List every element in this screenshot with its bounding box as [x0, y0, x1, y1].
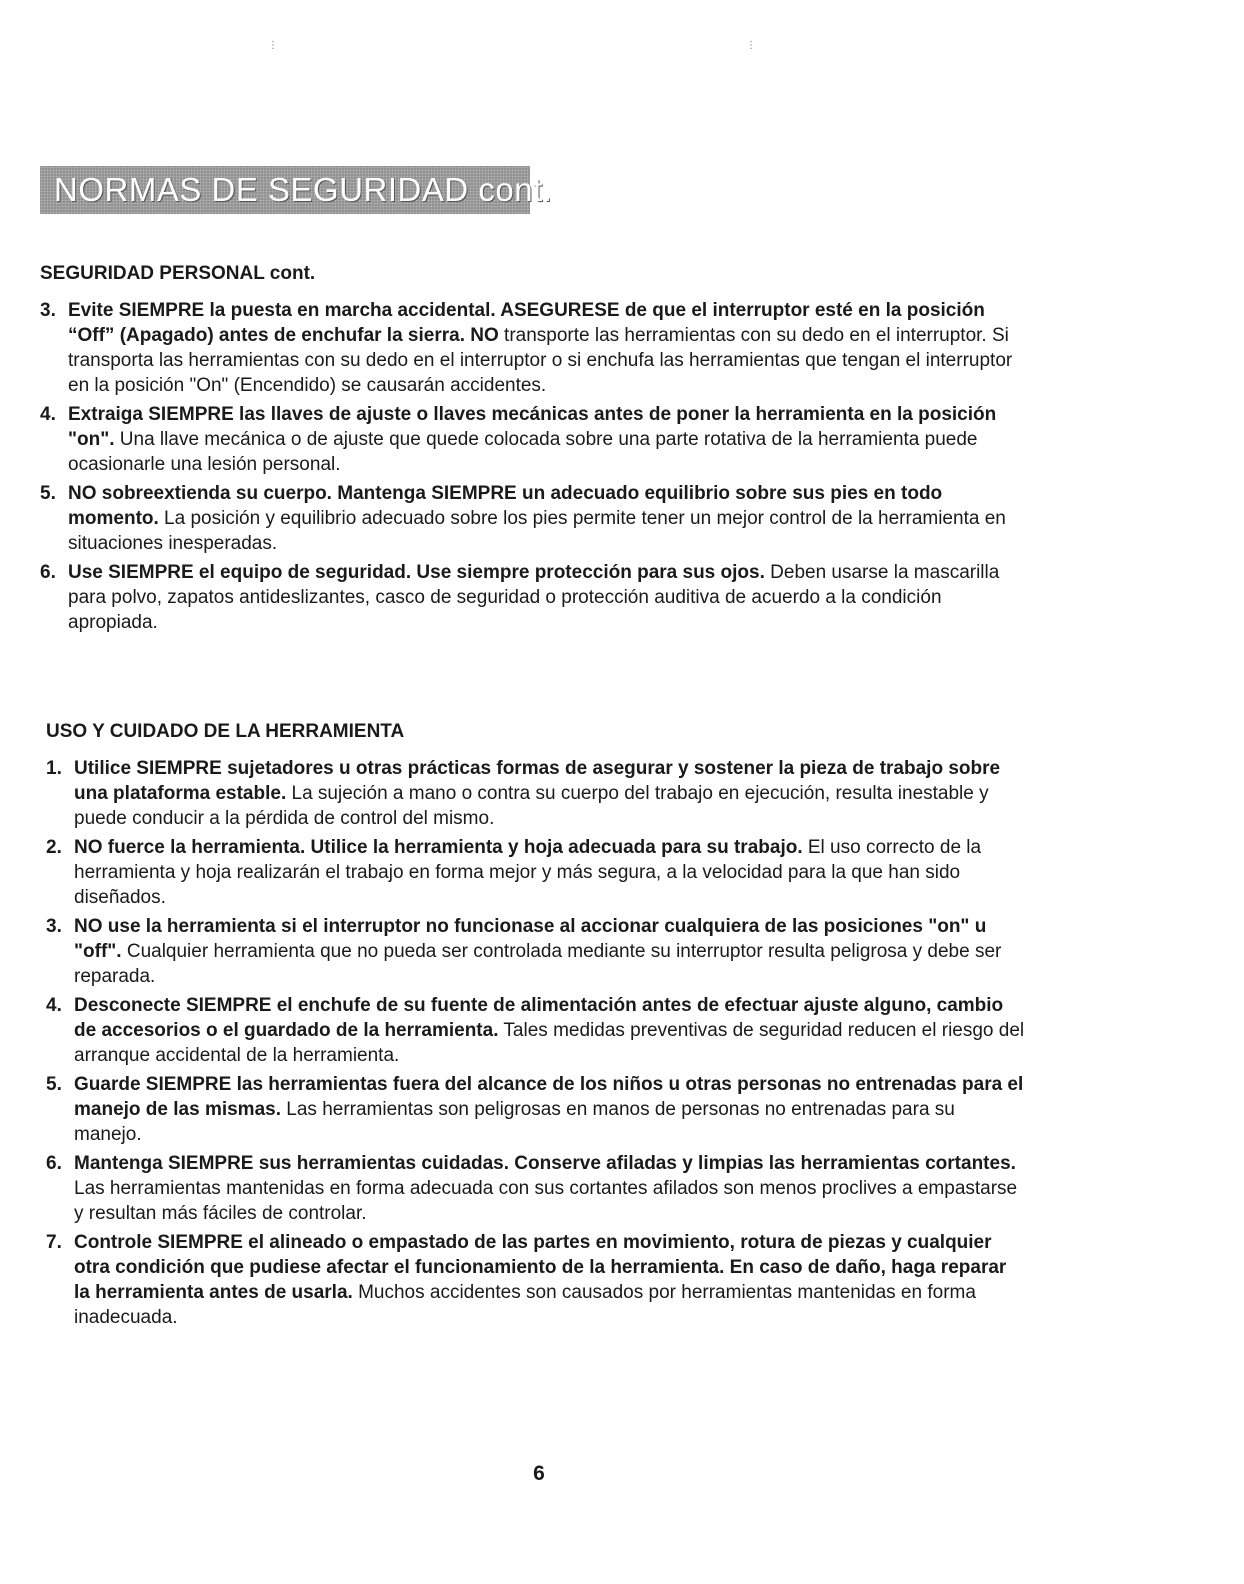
item-text: La sujeción a mano o contra su cuerpo del trabajo en ejecución, resulta inestable y puede conducir a la pérdida de control del mismo.: [74, 783, 989, 829]
item-lead: Guarde SIEMPRE las herramientas fuera del alcance de los niños u otras personas no entrenadas para el manejo de las mismas.: [74, 1074, 1024, 1120]
section-heading: SEGURIDAD PERSONAL cont.: [40, 263, 316, 284]
item-text: La posición y equilibrio adecuado sobre los pies permite tener un mejor control de la herramienta en situaciones inesperadas.: [68, 508, 1006, 554]
item-number: 2.: [46, 837, 62, 858]
item-number: 3.: [40, 300, 56, 321]
list-item: [40, 481, 1020, 556]
list-item: [40, 298, 1020, 398]
item-lead: Use SIEMPRE el equipo de seguridad. Use siempre protección para sus ojos.: [68, 562, 765, 583]
item-lead: Desconecte SIEMPRE el enchufe de su fuente de alimentación antes de efectuar ajuste alguno, cambio de accesorios o el guardado de la herramienta.: [74, 995, 1004, 1041]
item-number: 1.: [46, 758, 62, 779]
tool-care-list: [46, 756, 1026, 1330]
list-item: [46, 993, 1026, 1068]
list-item: [46, 756, 1026, 831]
item-lead: Evite SIEMPRE la puesta en marcha accidental. ASEGURESE de que el interruptor esté en la posición “Off” (Apagado) antes de enchufar la sierra. NO: [68, 300, 985, 346]
page-title: NORMAS DE SEGURIDAD cont.: [54, 171, 553, 208]
page-number: 6: [533, 1462, 545, 1485]
list-item: [46, 1151, 1026, 1226]
item-text: Cualquier herramienta que no pueda ser controlada mediante su interruptor resulta peligrosa y debe ser reparada.: [74, 941, 1002, 987]
item-number: 3.: [46, 916, 62, 937]
item-number: 4.: [46, 995, 62, 1016]
item-text: Tales medidas preventivas de seguridad reducen el riesgo del arranque accidental de la herramienta.: [74, 1020, 1025, 1066]
item-number: 6.: [40, 562, 56, 583]
list-item: [46, 835, 1026, 910]
item-number: 6.: [46, 1153, 62, 1174]
safety-list: [40, 298, 1020, 635]
list-item: [40, 402, 1020, 477]
section-personal-safety: [40, 262, 1020, 639]
item-text: El uso correcto de la herramienta y hoja realizarán el trabajo en forma mejor y más segura, a la velocidad para la que han sido diseñados.: [74, 837, 982, 908]
list-item: [46, 1230, 1026, 1330]
item-number: 5.: [46, 1074, 62, 1095]
item-lead: Mantenga SIEMPRE sus herramientas cuidadas. Conserve afiladas y limpias las herramientas cortantes.: [74, 1153, 1016, 1174]
item-text: Las herramientas mantenidas en forma adecuada con sus cortantes afilados son menos proclives a empastarse y resultan más fáciles de controlar.: [74, 1178, 1018, 1224]
list-item: [46, 914, 1026, 989]
item-text: Las herramientas son peligrosas en manos de personas no entrenadas para su manejo.: [74, 1099, 955, 1145]
item-lead: NO use la herramienta si el interruptor no funcionase al accionar cualquiera de las posiciones "on" u "off".: [74, 916, 987, 962]
title-banner: [40, 166, 553, 214]
item-number: 4.: [40, 404, 56, 425]
section-tool-use-care: [46, 720, 1026, 1334]
item-text: Deben usarse la mascarilla para polvo, zapatos antideslizantes, casco de seguridad o protección auditiva de acuerdo a la condición apropiada.: [68, 562, 1000, 633]
item-text: transporte las herramientas con su dedo en el interruptor. Si transporta las herramientas con su dedo en el interruptor o si enchufa las herramientas que tengan el interruptor en la posición "On" (Encendido) se causarán accidentes.: [68, 325, 1013, 396]
item-lead: NO fuerce la herramienta. Utilice la herramienta y hoja adecuada para su trabajo.: [74, 837, 803, 858]
item-lead: Controle SIEMPRE el alineado o empastado de las partes en movimiento, rotura de piezas y cualquier otra condición que pudiese afectar el funcionamiento de la herramienta. En caso de daño, haga reparar la herramienta antes de usarla.: [74, 1232, 1007, 1303]
item-number: 5.: [40, 483, 56, 504]
item-lead: NO sobreextienda su cuerpo. Mantenga SIEMPRE un adecuado equilibrio sobre sus pies en todo momento.: [68, 483, 943, 529]
item-text: Muchos accidentes son causados por herramientas mantenidas en forma inadecuada.: [74, 1282, 976, 1328]
scan-speck: ⋮: [268, 40, 278, 51]
list-item: [40, 560, 1020, 635]
item-number: 7.: [46, 1232, 62, 1253]
scan-speck: ⋮: [746, 40, 756, 51]
section-heading: USO Y CUIDADO DE LA HERRAMIENTA: [46, 721, 405, 742]
item-lead: Extraiga SIEMPRE las llaves de ajuste o llaves mecánicas antes de poner la herramienta en la posición "on".: [68, 404, 997, 450]
item-text: Una llave mecánica o de ajuste que quede colocada sobre una parte rotativa de la herramienta puede ocasionarle una lesión personal.: [68, 429, 978, 475]
item-lead: Utilice SIEMPRE sujetadores u otras prácticas formas de asegurar y sostener la pieza de trabajo sobre una plataforma estable.: [74, 758, 1001, 804]
list-item: [46, 1072, 1026, 1147]
